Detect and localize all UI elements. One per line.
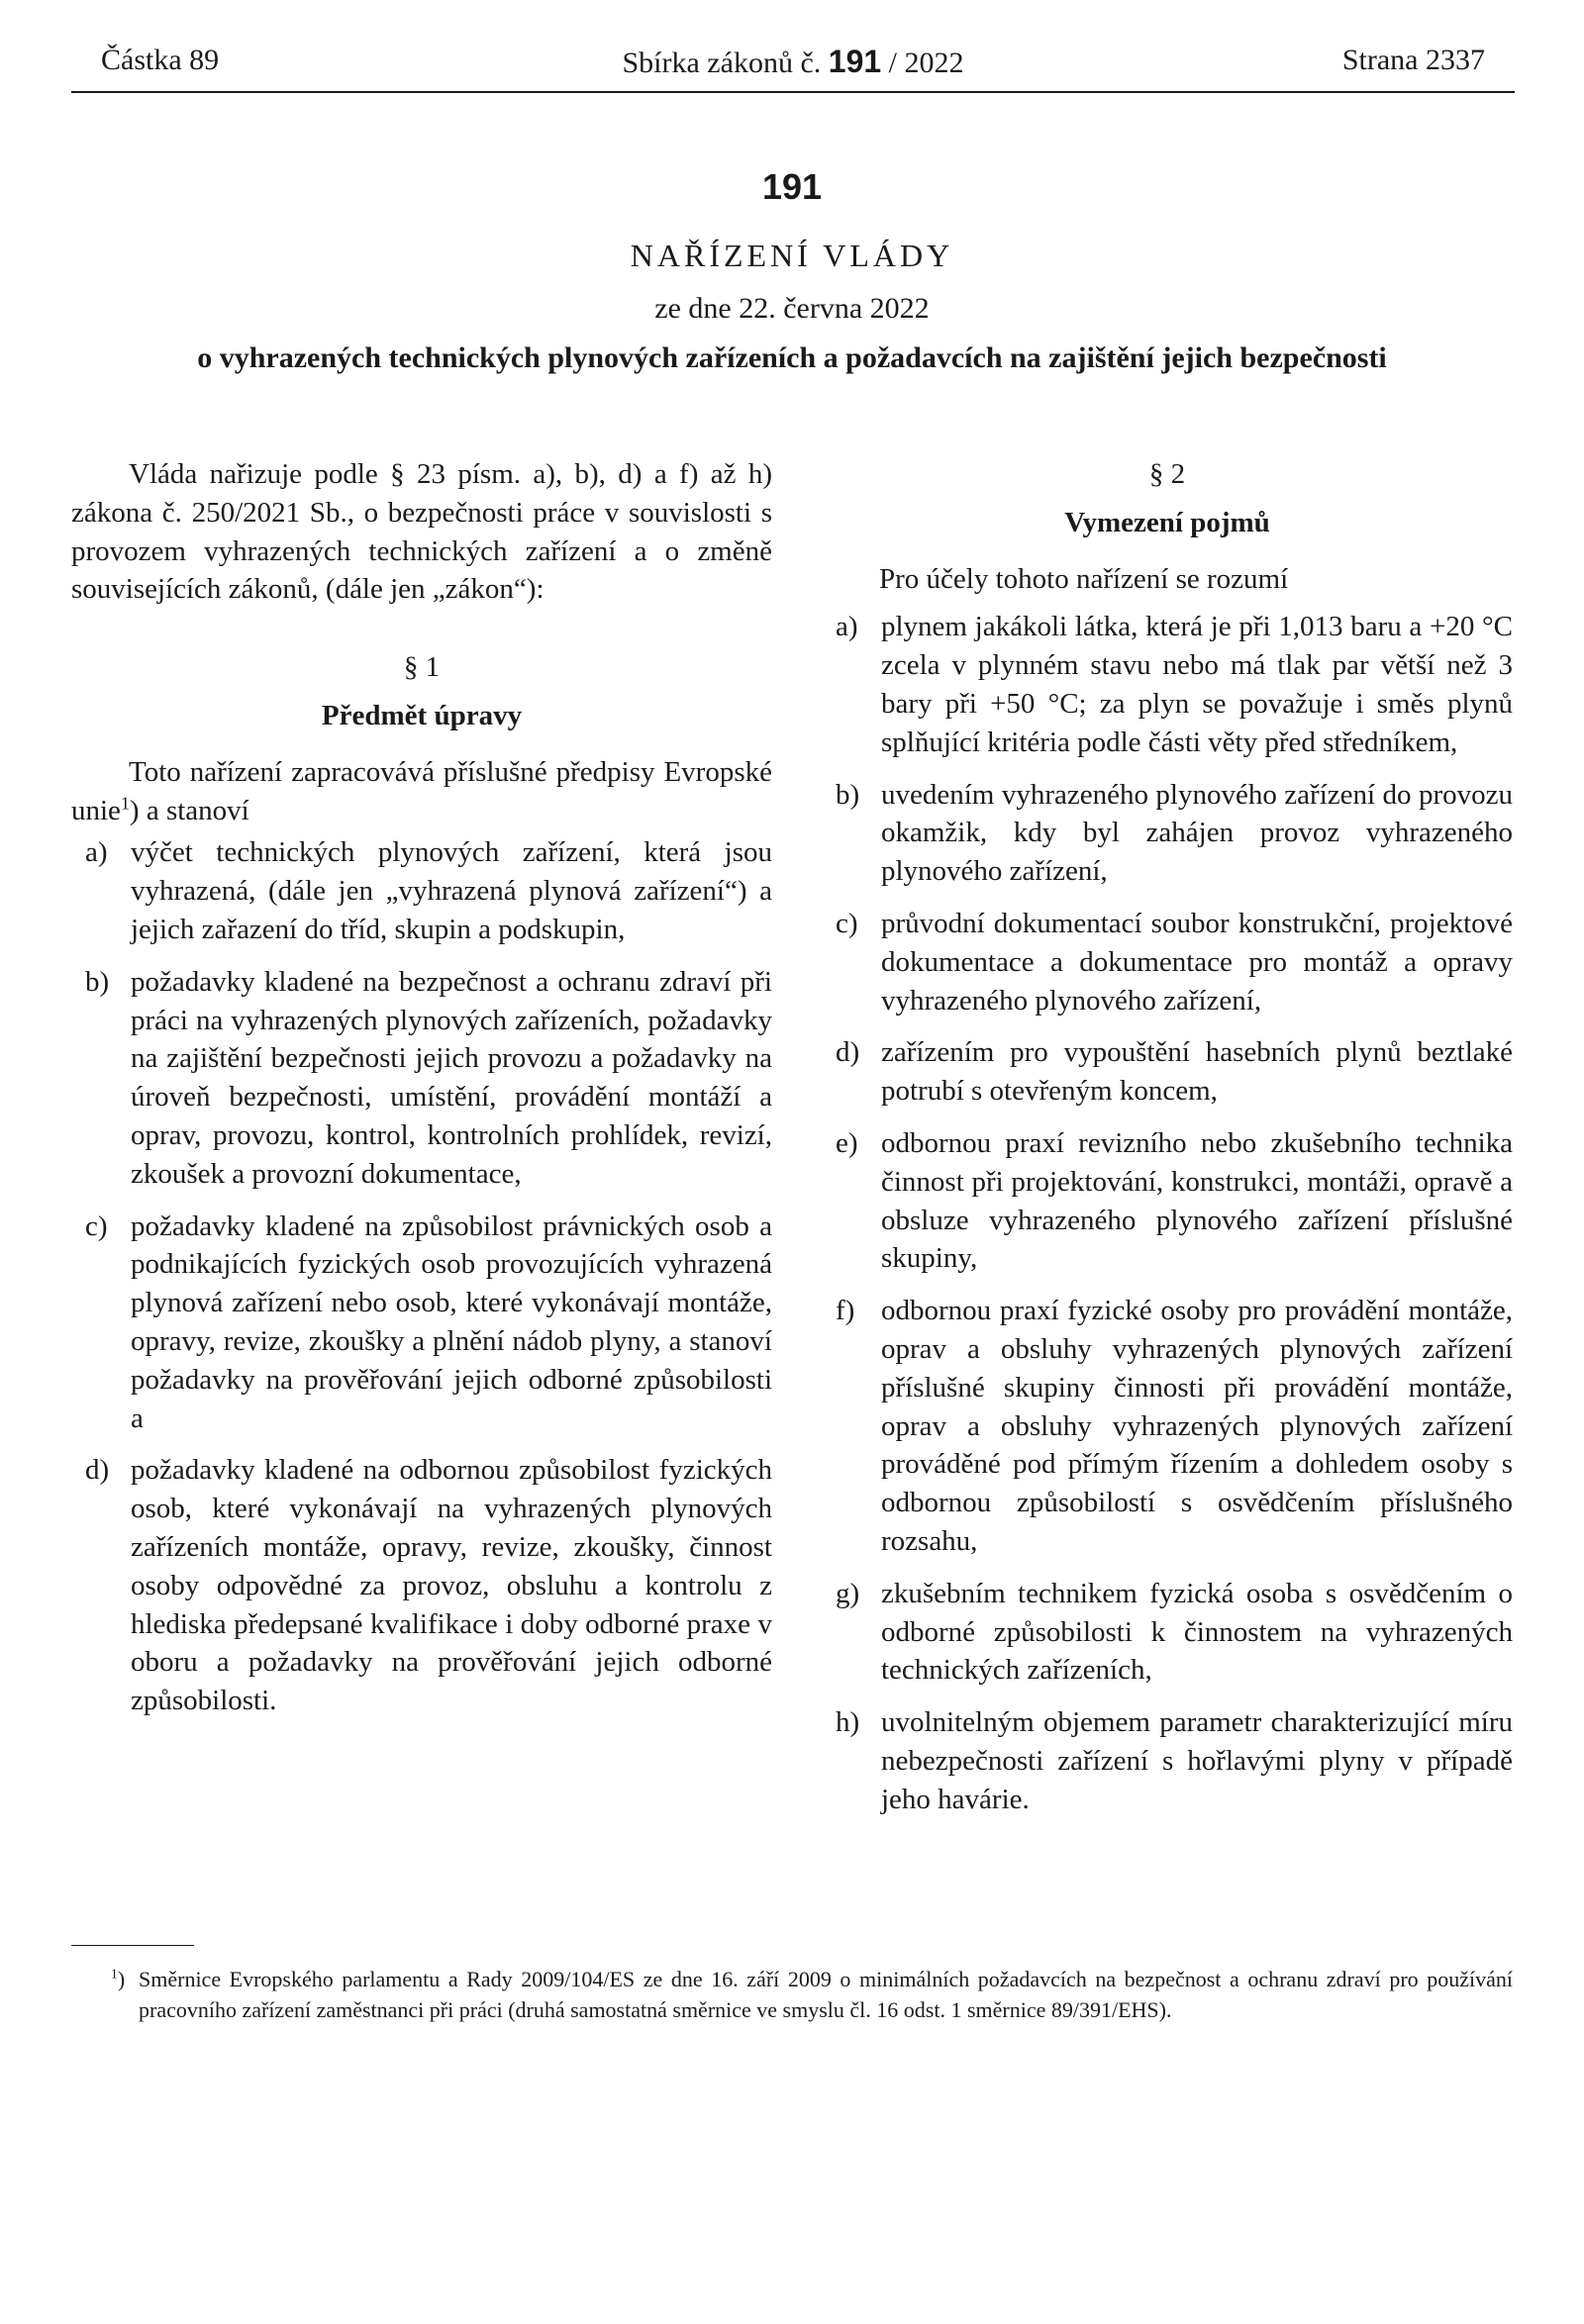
item-text: odbornou praxí revizního nebo zkušebního technika činnost při projektování, konstrukci, montáži, opravě a obsluze vyhrazeného plynového zařízení příslušné skupiny,: [881, 1126, 1513, 1275]
footnote-reference[interactable]: 1: [120, 792, 130, 813]
list-item: [822, 1033, 1513, 1111]
section-1-intro-text: Toto nařízení zapracovává příslušné předpisy Evropské unie: [71, 755, 772, 826]
item-text: odbornou praxí fyzické osoby pro provádění montáže, oprav a obsluhy vyhrazených plynových zařízení příslušné skupiny činnosti při provádění montáže, oprav a obsluhy vyhrazených plynových zařízení prováděné pod přímým řízením a dohledem osoby s odbornou způsobilostí s osvědčením příslušného rozsahu,: [881, 1295, 1513, 1557]
item-label: b): [85, 965, 110, 998]
section-1-intro: [71, 753, 772, 830]
left-column: [71, 455, 772, 1720]
list-item: [822, 608, 1513, 761]
list-item: [822, 905, 1513, 1019]
list-item: [822, 776, 1513, 891]
item-label: a): [85, 836, 108, 869]
list-item: [71, 1451, 772, 1720]
item-text: plynem jakákoli látka, která je při 1,013 baru a +20 °C zcela v plynném stavu nebo má tlak par větší než 3 bary při +50 °C; za plyn se považuje i směs plynů splňující kritéria podle části věty před středníkem,: [881, 611, 1513, 758]
item-text: požadavky kladené na způsobilost právnických osob a podnikajících fyzických osob provozujících vyhrazená plynová zařízení nebo osob, které vykonávají montáže, opravy, revize, zkoušky a plnění nádob plyny, a stanoví požadavky na prověřování jejich odborné způsobilosti a: [131, 1210, 772, 1434]
item-label: g): [836, 1577, 860, 1609]
list-item: [822, 1575, 1513, 1690]
list-item: [71, 1208, 772, 1438]
footnote-marker-paren: ): [117, 1967, 126, 1991]
section-1-heading: Předmět úpravy: [321, 699, 523, 731]
list-item: [71, 833, 772, 948]
header-year: / 2022: [888, 47, 964, 79]
item-label: e): [836, 1126, 858, 1159]
header-collection: [71, 44, 1515, 80]
item-text: zařízením pro vypouštění hasebních plynů beztlaké potrubí s otevřeným koncem,: [881, 1036, 1513, 1108]
item-label: b): [836, 778, 860, 811]
item-label: h): [836, 1706, 860, 1739]
header-divider: [71, 91, 1515, 93]
item-text: uvedením vyhrazeného plynového zařízení do provozu okamžik, kdy byl zahájen provoz vyhrazeného plynového zařízení,: [881, 778, 1513, 888]
header-issue: Částka 89: [101, 44, 220, 76]
right-column: [822, 455, 1513, 1819]
item-label: a): [836, 611, 858, 643]
footnote-text: Směrnice Evropského parlamentu a Rady 2009/104/ES ze dne 16. září 2009 o minimálních požadavcích na bezpečnost a ochranu zdraví pro používání pracovního zařízení zaměstnanci při práci (druhá samostatná směrnice ve smyslu čl. 16 odst. 1 směrnice 89/391/EHS).: [139, 1967, 1513, 2022]
header-page-number: Strana 2337: [1341, 44, 1485, 76]
item-text: uvolnitelným objemem parametr charakterizující míru nebezpečnosti zařízení s hořlavými plyny v případě jeho havárie.: [881, 1706, 1513, 1815]
section-1-list: [71, 833, 772, 1720]
item-text: průvodní dokumentací soubor konstrukční, projektové dokumentace a dokumentace pro montáž a opravy vyhrazeného plynového zařízení,: [881, 907, 1513, 1017]
header-law-number: 191: [828, 44, 882, 79]
item-label: d): [836, 1036, 860, 1069]
item-text: požadavky kladené na bezpečnost a ochranu zdraví při práci na vyhrazených plynových zařízeních, požadavky na zajištění bezpečnosti jejich provozu a požadavky na úroveň bezpečnosti, umístění, provádění montáží a oprav, provozu, kontrol, kontrolních prohlídek, revizí, zkoušek a provozní dokumentace,: [131, 965, 772, 1190]
page-header: [71, 44, 1515, 93]
item-label: c): [836, 907, 858, 939]
section-2-mark: § 2: [1148, 458, 1186, 490]
list-item: [71, 963, 772, 1194]
section-1-mark: § 1: [403, 651, 441, 684]
item-label: c): [85, 1210, 108, 1242]
footnote: [111, 1964, 1513, 2025]
document-title: o vyhrazených technických plynových zařízeních a požadavcích na zajištění jejich bezpečnosti: [197, 341, 1387, 374]
item-text: zkušebním technikem fyzická osoba s osvědčením o odborné způsobilosti k činnostem na vyhrazených technických zařízeních,: [881, 1577, 1513, 1687]
footnote-marker: [111, 1964, 125, 1994]
list-item: [822, 1703, 1513, 1818]
list-item: [822, 1124, 1513, 1278]
document-type: NAŘÍZENÍ VLÁDY: [630, 238, 954, 273]
section-2-list: [822, 608, 1513, 1818]
section-1-intro-end: ) a stanoví: [129, 794, 249, 826]
item-label: d): [85, 1454, 110, 1487]
document-date: ze dne 22. června 2022: [654, 292, 930, 325]
section-2-heading: Vymezení pojmů: [1064, 506, 1270, 538]
section-2-intro: Pro účely tohoto nařízení se rozumí: [879, 562, 1289, 595]
footnote-marker-number: 1: [111, 1966, 118, 1982]
list-item: [822, 1292, 1513, 1561]
header-collection-prefix: Sbírka zákonů č.: [622, 47, 822, 79]
item-text: požadavky kladené na odbornou způsobilost fyzických osob, které vykonávají na vyhrazených plynových zařízeních montáže, opravy, revize, zkoušky, činnost osoby odpovědné za provoz, obsluhu a kontrolu z hlediska předepsané kvalifikace i doby odborné praxe v oboru a požadavky na prověřování jejich odborné způsobilosti.: [131, 1454, 772, 1717]
footnote-divider: [71, 1945, 194, 1946]
document-number: 191: [761, 166, 823, 207]
item-text: výčet technických plynových zařízení, která jsou vyhrazená, (dále jen „vyhrazená plynová zařízení“) a jejich zařazení do tříd, skupin a podskupin,: [131, 836, 772, 945]
preamble: Vláda nařizuje podle § 23 písm. a), b), d) a f) až h) zákona č. 250/2021 Sb., o bezpečnosti práce v souvislosti s provozem vyhrazených technických zařízení a o změně souvisejících zákonů, (dále jen „zákon“):: [71, 458, 772, 606]
item-label: f): [836, 1295, 855, 1327]
